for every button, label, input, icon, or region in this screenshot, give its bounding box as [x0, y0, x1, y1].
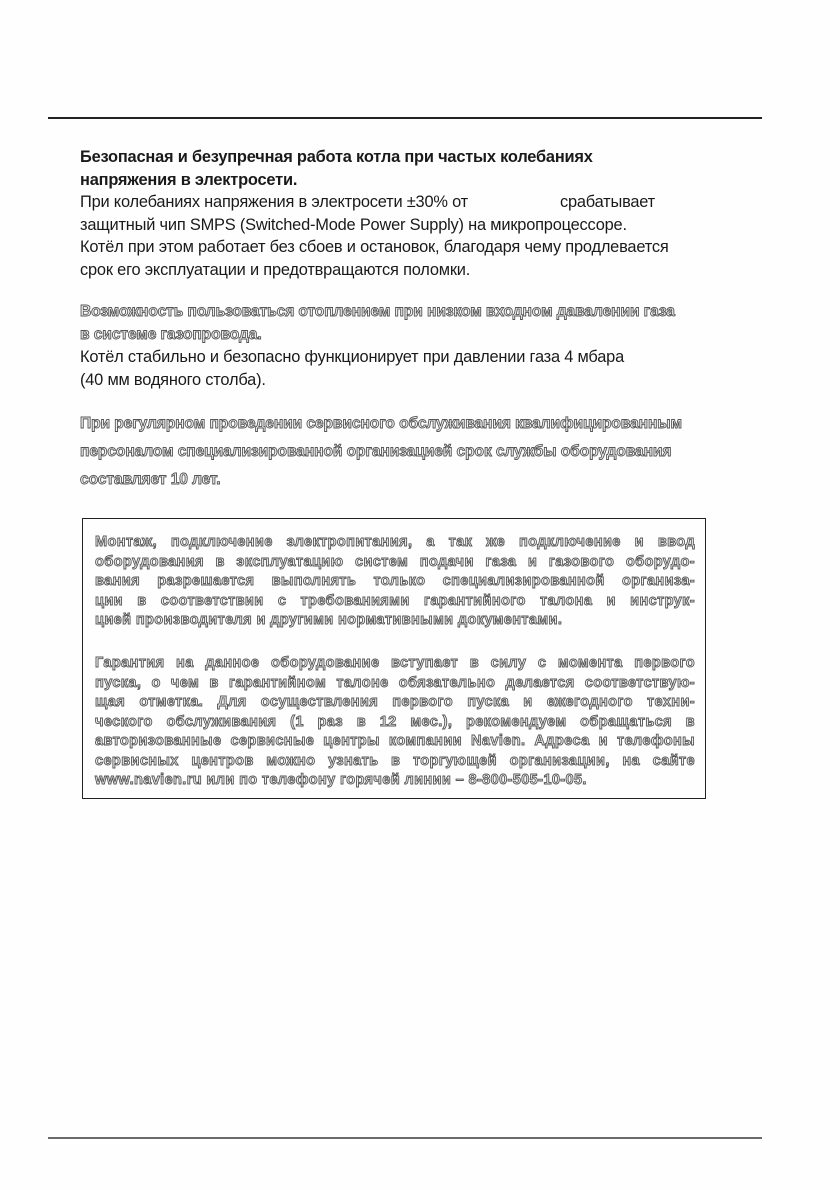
feature-voltage-body-line-1-start: При колебаниях напряжения в электросети ±30% от	[80, 193, 468, 211]
service-life-section	[80, 410, 740, 494]
feature-voltage-body-line-1-end: срабатывает	[559, 193, 655, 211]
warranty-notice-line-5: авторизованные сервисные центры компании Navien. Адреса и телефоны	[95, 733, 695, 749]
installation-notice-line-2: оборудования в эксплуатацию систем подачи газа и газового оборудо-	[95, 553, 695, 570]
notice-box	[82, 518, 706, 799]
warranty-notice-line-6: сервисных центров можно узнать в торгующей организации, на сайте	[95, 752, 695, 769]
feature-voltage-title-line-1: Безопасная и безупречная работа котла при частых колебаниях	[80, 148, 593, 166]
feature-voltage-body-line-4: срок его эксплуатации и предотвращаются поломки.	[80, 260, 471, 279]
feature-voltage-title-line-2: напряжения в электросети.	[80, 170, 298, 189]
header-divider	[48, 117, 762, 119]
warranty-notice-line-7: www.navien.ru или по телефону горячей линии – 8-800-505-10-05.	[95, 772, 587, 788]
warranty-notice-line-1: Гарантия на данное оборудование вступает в силу с момента первого	[95, 655, 695, 671]
feature-voltage-body-line-2: защитный чип SMPS (Switched-Mode Power Supply) на микропроцессоре.	[80, 215, 627, 234]
feature-gas-title-line-2: в системе газопровода.	[80, 326, 262, 343]
feature-gas-section	[80, 300, 740, 392]
warranty-notice-line-4: ческого обслуживания (1 раз в 12 мес.), рекомендуем обращаться в	[95, 713, 695, 730]
feature-gas-title-line-1: Возможность пользоваться отоплением при низком входном давалении газа	[80, 303, 675, 320]
warranty-notice	[95, 654, 695, 791]
feature-gas-body-line-2: (40 мм водяного столба).	[80, 371, 266, 389]
service-life-line-1: При регулярном проведении сервисного обслуживания квалифицированным	[80, 415, 682, 432]
warranty-notice-line-2: пуска, о чем в гарантийном талоне обязательно делается соответствую-	[95, 674, 695, 691]
footer-divider	[48, 1137, 762, 1139]
service-life-line-2: персоналом специализированной организацией срок службы оборудования	[80, 443, 672, 460]
feature-voltage-section	[80, 146, 740, 281]
warranty-notice-line-3: щая отметка. Для осуществления первого пуска и ежегодного техни-	[95, 694, 695, 710]
installation-notice	[95, 533, 695, 631]
installation-notice-line-1: Монтаж, подключение электропитания, а так же подключение и ввод	[95, 534, 695, 550]
installation-notice-line-4: ции в соответствии с требованиями гарантийного талона и инструк-	[95, 592, 695, 609]
installation-notice-line-5: цией производителя и другими нормативными документами.	[95, 612, 563, 628]
feature-gas-body-line-1: Котёл стабильно и безопасно функционирует при давлении газа 4 мбара	[80, 348, 624, 366]
feature-voltage-body-line-3: Котёл при этом работает без сбоев и остановок, благодаря чему продлевается	[80, 238, 669, 256]
installation-notice-line-3: вания разрешается выполнять только специализированной организа-	[95, 573, 695, 589]
service-life-line-3: составляет 10 лет.	[80, 471, 221, 488]
feature-voltage-body-line-1	[80, 191, 740, 214]
